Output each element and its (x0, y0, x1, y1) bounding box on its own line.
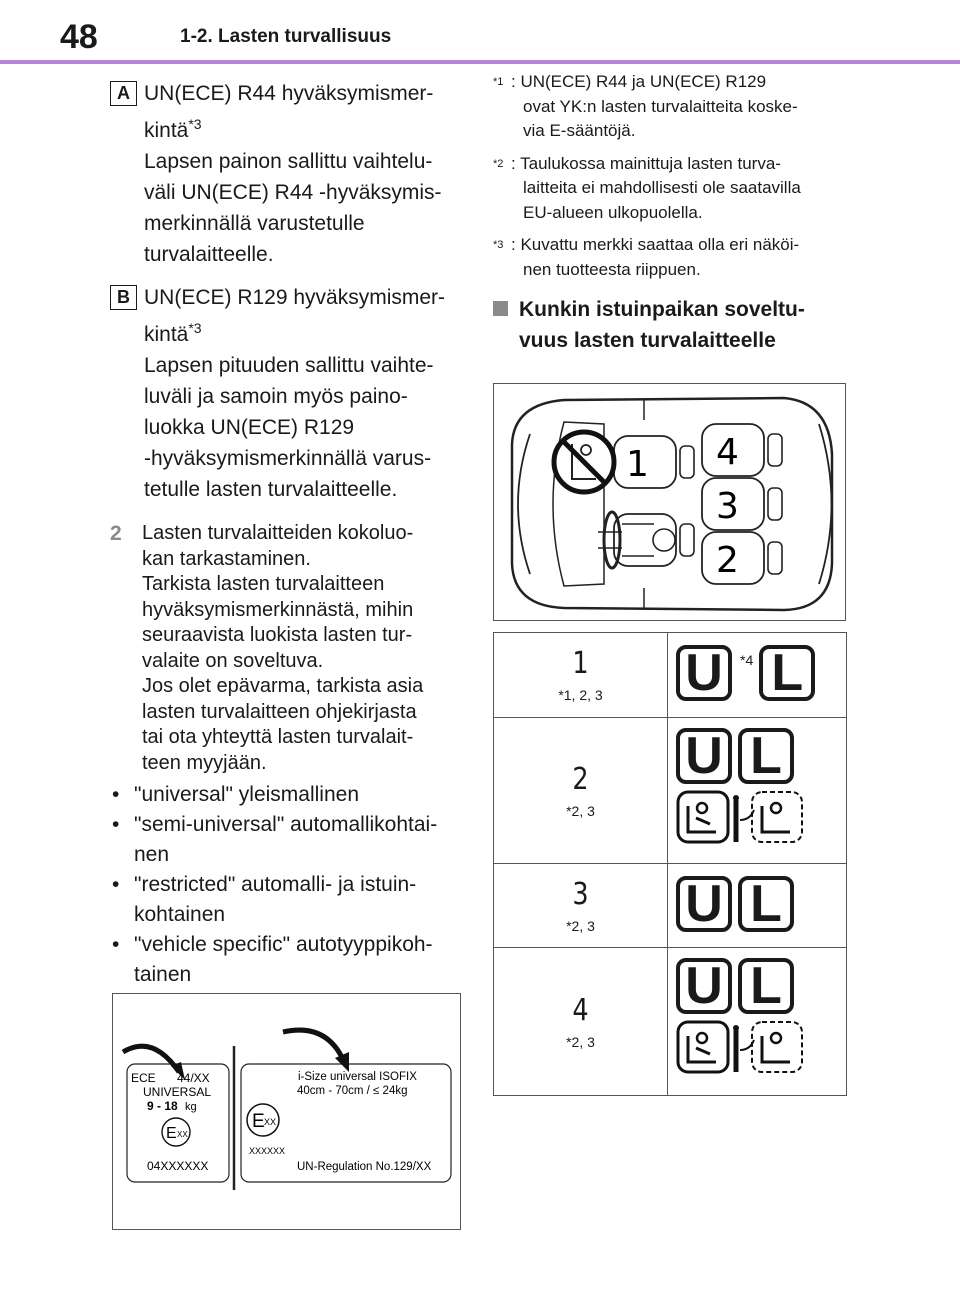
subheading-line: vuus lasten turvalaitteelle (519, 329, 776, 352)
position-notes: *2, 3 (566, 802, 595, 819)
item-b-body-3: luokka UN(ECE) R129 (144, 416, 355, 439)
r129-code: XXXXXX (249, 1146, 286, 1156)
item-b-body-2: luväli ja samoin myös paino- (144, 385, 408, 408)
step-line: lasten turvalaitteen ohjekirjasta (142, 700, 417, 723)
step-line: Jos olet epävarma, tarkista asia (142, 675, 424, 697)
footnote-line: via E-sääntöjä. (523, 121, 636, 140)
r44-weight: 9 - 18 (147, 1099, 178, 1113)
position-notes: *2, 3 (566, 1033, 595, 1050)
r44-e-sub: XX (177, 1130, 188, 1139)
universal-icon: U (676, 645, 732, 701)
item-a-title: UN(ECE) R44 hyväksymismer- (144, 82, 434, 105)
item-a-body-2: väli UN(ECE) R44 -hyväksymis- (144, 181, 442, 204)
position-number: 3 (572, 876, 589, 912)
footnote-line: nen tuotteesta riippuen. (523, 259, 701, 279)
position-notes: *2, 3 (566, 917, 595, 934)
footnote-line: : Taulukossa mainittuja lasten turva- (511, 153, 781, 173)
note-ref: *4 (740, 652, 754, 668)
icons-cell (668, 864, 846, 947)
lap-belt-icon: L (738, 728, 794, 784)
seat-suitability-table (493, 632, 847, 1096)
header-rule (0, 60, 960, 64)
r129-e-letter: E (252, 1111, 265, 1132)
r129-regulation: UN-Regulation No.129/XX (297, 1161, 432, 1173)
position-cell (494, 718, 668, 863)
step-line: kan tarkastaminen. (142, 547, 311, 570)
table-row (494, 633, 846, 717)
r129-line2: 40cm - 70cm / ≤ 24kg (297, 1085, 408, 1097)
section-title: 1-2. Lasten turvallisuus (180, 26, 392, 47)
list-item: • "semi-universal" automallikohtai- nen (110, 810, 465, 870)
list-item: • "vehicle specific" autotyyppikoh- tainen (110, 930, 465, 990)
item-b (110, 282, 465, 505)
step-line: Tarkista lasten turvalaitteen (142, 573, 385, 595)
item-b-body-4: -hyväksymismerkinnällä varus- (144, 447, 432, 470)
list-item: • "restricted" automalli- ja istuin- kohtainen (110, 870, 465, 930)
footnote-line: laitteita ei mahdollisesti ole saatavilla (523, 178, 801, 197)
r44-number: 44/XX (177, 1071, 210, 1085)
step-line: valaite on soveltuva. (142, 649, 324, 672)
page-number: 48 (60, 18, 98, 56)
table-row (494, 947, 846, 1095)
isofix-icon (676, 790, 806, 850)
item-b-body-1: Lapsen pituuden sallittu vaihte- (144, 354, 434, 377)
subheading-line: Kunkin istuinpaikan soveltu- (519, 298, 805, 321)
table-row (494, 863, 846, 947)
position-cell (494, 948, 668, 1095)
lap-belt-icon: L (738, 876, 794, 932)
footnote-key: *1 (493, 76, 504, 88)
step-line: teen myyjään. (142, 751, 267, 774)
footnote-line: : UN(ECE) R44 ja UN(ECE) R129 (511, 72, 767, 91)
footnote-line: ovat YK:n lasten turvalaitteita koske- (523, 96, 798, 116)
footnote-3 (493, 233, 848, 282)
step-line: seuraavista luokista lasten tur- (142, 624, 413, 646)
seat-4-number: 4 (716, 432, 739, 473)
universal-icon: U (676, 728, 732, 784)
icons-cell (668, 948, 846, 1095)
item-a-title2: kintä$^{*3}$ (144, 116, 202, 142)
category-list (110, 780, 465, 990)
step-line: Lasten turvalaitteiden kokoluo- (142, 522, 414, 544)
universal-icon: U (676, 876, 732, 932)
r44-universal: UNIVERSAL (143, 1085, 212, 1099)
r129-e-sub: XX (264, 1117, 277, 1127)
position-cell (494, 633, 668, 717)
item-a-body-4: turvalaitteelle. (144, 243, 274, 266)
step-2 (110, 521, 465, 776)
footnote-1 (493, 70, 848, 144)
lap-belt-icon: L (759, 645, 815, 701)
left-column (110, 78, 465, 990)
label-b: B (110, 285, 137, 310)
icons-cell (668, 633, 846, 717)
item-a-body-3: merkinnällä varustetulle (144, 212, 365, 235)
position-notes: *1, 2, 3 (558, 687, 603, 703)
position-number: 4 (572, 992, 589, 1028)
r129-line1: i-Size universal ISOFIX (298, 1071, 417, 1083)
car-seat-diagram (493, 383, 846, 621)
position-number: 2 (572, 761, 589, 797)
r44-weight-unit: kg (185, 1101, 197, 1113)
label-a: A (110, 81, 137, 106)
table-row (494, 717, 846, 863)
item-b-body-5: tetulle lasten turvalaitteelle. (144, 478, 398, 501)
car-top-view-svg (494, 384, 847, 622)
footnote-line: EU-alueen ulkopuolella. (523, 202, 703, 222)
item-b-note-ref: *3 (188, 320, 202, 336)
footnote-line: : Kuvattu merkki saattaa olla eri näköi- (511, 235, 800, 254)
item-a-body-1: Lapsen painon sallittu vaihtelu- (144, 150, 433, 173)
r44-code: 04XXXXXX (147, 1159, 209, 1173)
list-item: • "universal" yleismallinen (110, 780, 465, 810)
seat-2-number: 2 (716, 540, 739, 581)
r44-ece: ECE (131, 1071, 156, 1085)
universal-icon: U (676, 958, 732, 1014)
r44-e-letter: E (166, 1125, 177, 1142)
approval-labels-svg (113, 994, 462, 1231)
position-number: 1 (572, 646, 589, 681)
item-b-title2: kintä$^{*3}$ (144, 320, 202, 346)
subheading (493, 294, 848, 356)
right-column (493, 70, 848, 356)
square-bullet-icon (493, 301, 508, 316)
seat-3-number: 3 (716, 486, 739, 527)
steering-wheel-icon (604, 512, 620, 568)
item-a-note-ref: *3 (188, 116, 202, 132)
step-line: hyväksymismerkinnästä, mihin (142, 598, 414, 621)
footnote-2 (493, 152, 848, 226)
position-cell (494, 864, 668, 947)
approval-label-figure (112, 993, 461, 1230)
lap-belt-icon: L (738, 958, 794, 1014)
icons-cell (668, 718, 846, 863)
item-b-title: UN(ECE) R129 hyväksymismer- (144, 286, 446, 309)
step-number: 2 (110, 522, 122, 545)
item-a (110, 78, 465, 270)
footnote-key: *3 (493, 239, 504, 251)
footnote-key: *2 (493, 157, 504, 170)
seat-1-number: 1 (626, 444, 649, 485)
isofix-icon (676, 1020, 806, 1080)
step-line: tai ota yhteyttä lasten turvalait- (142, 726, 414, 748)
